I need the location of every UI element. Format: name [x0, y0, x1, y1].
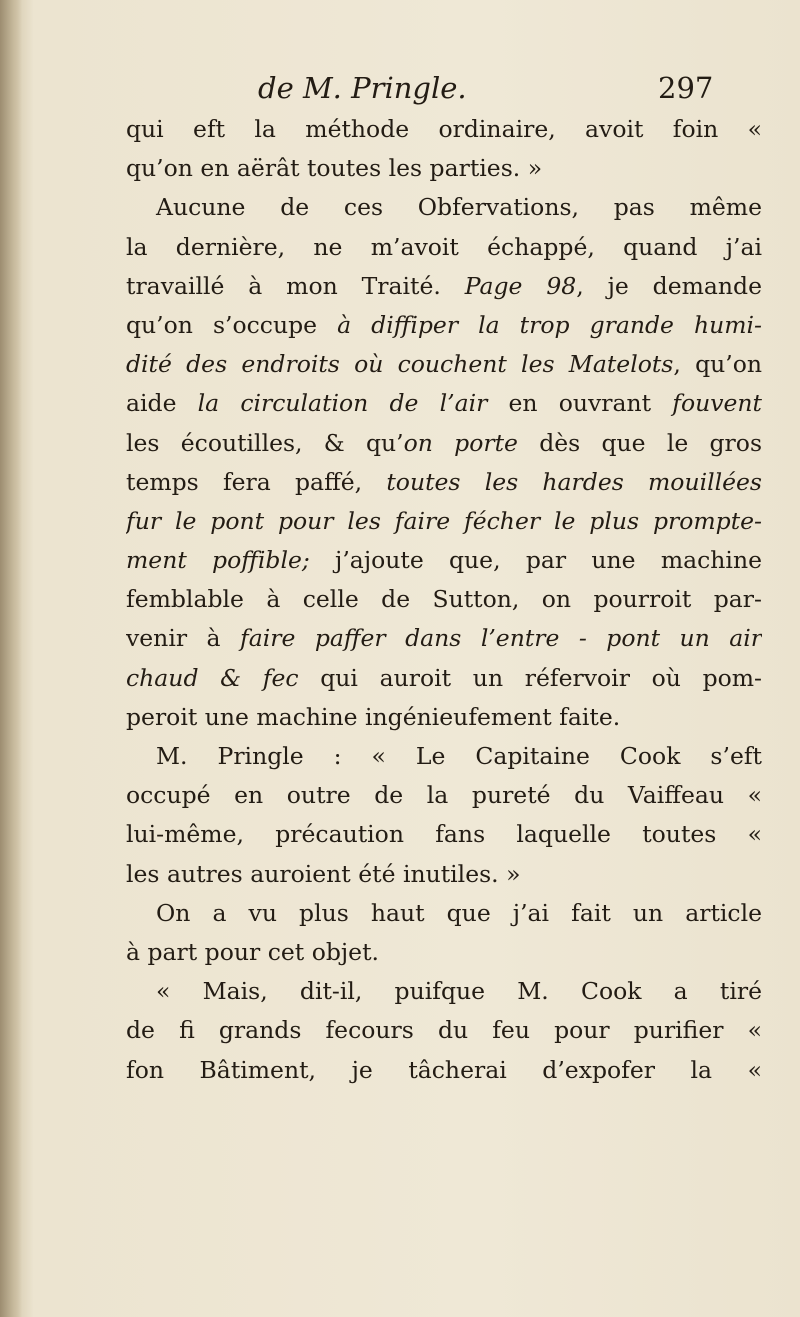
text-line	[126, 659, 762, 698]
text-segment: , qu’on	[673, 350, 762, 379]
text-line	[126, 384, 762, 423]
text-segment: venir à	[126, 624, 240, 653]
text-segment: fon Bâtiment, je tâcherai d’expofer la «	[126, 1055, 762, 1084]
text-line	[126, 1011, 762, 1050]
text-line	[126, 972, 762, 1011]
text-line	[126, 933, 762, 972]
running-title: de M. Pringle.	[258, 71, 467, 105]
text-segment: j’ajoute que, par une machine	[309, 546, 762, 575]
text-segment: On a vu plus haut que j’ai fait un article	[156, 898, 762, 927]
text-segment: qui eft la méthode ordinaire, avoit foin «	[126, 115, 762, 143]
text-line	[126, 1051, 762, 1090]
text-segment: qu’on en aërât toutes les parties. »	[126, 154, 543, 183]
text-segment: femblable à celle de Sutton, on pourroit par-	[126, 585, 762, 614]
italic-text: toutes les hardes mouillées	[386, 467, 762, 496]
text-line	[126, 228, 762, 267]
italic-text: chaud & fec	[126, 663, 299, 692]
text-line	[126, 463, 762, 502]
text-segment: « Mais, dit-il, puifque M. Cook a tiré	[156, 977, 762, 1006]
text-line	[126, 149, 762, 188]
text-line	[126, 855, 762, 894]
italic-text: Page 98	[464, 271, 577, 300]
text-line	[126, 541, 762, 580]
text-line	[126, 776, 762, 815]
text-segment: M. Pringle : « Le Capitaine Cook s’eft	[156, 742, 762, 770]
italic-text: ment poffible;	[126, 546, 310, 575]
italic-text: la circulation de l’air	[197, 389, 488, 418]
italic-text: à diffiper la trop grande humi-	[337, 310, 762, 339]
text-segment: de fi grands fecours du feu pour purifier «	[126, 1016, 762, 1045]
text-segment: peroit une machine ingénieufement faite.	[126, 702, 621, 731]
text-segment: la dernière, ne m’avoit échappé, quand j’ai	[126, 232, 762, 261]
text-segment: qui auroit un réfervoir où pom-	[298, 663, 762, 692]
text-line	[126, 737, 762, 776]
text-segment: travaillé à mon Traité.	[126, 271, 465, 300]
text-segment: temps fera paffé,	[126, 467, 387, 496]
text-segment: aide	[126, 389, 198, 418]
text-segment: Aucune de ces Obfervations, pas même	[156, 193, 762, 222]
text-segment: à part pour cet objet.	[126, 937, 379, 966]
text-line	[126, 619, 762, 658]
page-gutter	[0, 0, 22, 1317]
text-segment: , je demande	[576, 271, 762, 300]
text-segment: les autres auroient été inutiles. »	[126, 859, 521, 888]
text-line	[126, 894, 762, 933]
italic-text: faire paffer dans l’entre - pont un air	[240, 624, 762, 653]
italic-text: fur le pont pour les faire fécher le plus prompte-	[126, 506, 762, 535]
italic-text: fouvent	[672, 389, 762, 418]
text-segment: en ouvrant	[487, 389, 673, 418]
page-number: 297	[658, 71, 714, 105]
text-line	[126, 267, 762, 306]
text-line	[126, 502, 762, 541]
text-line	[126, 110, 762, 149]
text-line	[126, 698, 762, 737]
text-segment: dès que le gros	[517, 428, 762, 457]
text-line	[126, 815, 762, 854]
text-line	[126, 580, 762, 619]
italic-text: dité des endroits où couchent les Matelots	[126, 350, 674, 379]
italic-text: on porte	[403, 428, 518, 457]
text-segment: occupé en outre de la pureté du Vaiffeau «	[126, 781, 762, 810]
text-line	[126, 188, 762, 227]
text-line	[126, 306, 762, 345]
body-text	[126, 110, 762, 1090]
text-segment: lui-même, précaution fans laquelle toutes «	[126, 820, 762, 849]
page-header	[258, 68, 718, 108]
text-line	[126, 345, 762, 384]
text-line	[126, 424, 762, 463]
text-segment: qu’on s’occupe	[126, 310, 338, 339]
text-segment: les écoutilles, & qu’	[126, 428, 404, 457]
